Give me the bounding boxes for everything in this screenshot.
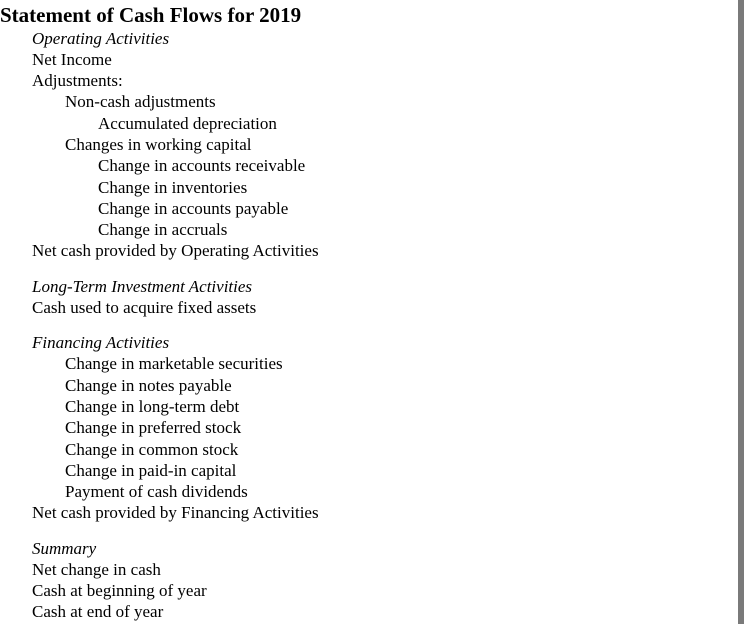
adjustments-label: Adjustments:	[32, 71, 123, 90]
financing-activities-heading: Financing Activities	[32, 333, 170, 352]
summary-heading: Summary	[32, 539, 97, 558]
cash-end-of-year-label: Cash at end of year	[32, 602, 164, 621]
long-term-debt-label: Change in long-term debt	[65, 397, 240, 416]
net-income-label: Net Income	[32, 50, 112, 69]
change-in-accounts-receivable-label: Change in accounts receivable	[98, 156, 306, 175]
net-change-in-cash-label: Net change in cash	[32, 560, 161, 579]
sheet-right-gutter	[744, 0, 750, 624]
cash-beginning-of-year-label: Cash at beginning of year	[32, 581, 207, 600]
statement-title: Statement of Cash Flows for 2019	[0, 3, 302, 27]
change-in-accounts-payable-label: Change in accounts payable	[98, 199, 289, 218]
cash-dividends-label: Payment of cash dividends	[65, 482, 248, 501]
paid-in-capital-label: Change in paid-in capital	[65, 461, 237, 480]
non-cash-adjustments-label: Non-cash adjustments	[65, 92, 216, 111]
change-in-accruals-label: Change in accruals	[98, 220, 228, 239]
operating-activities-heading: Operating Activities	[32, 29, 170, 48]
common-stock-label: Change in common stock	[65, 440, 239, 459]
fixed-assets-label: Cash used to acquire fixed assets	[32, 298, 257, 317]
financing-net-cash-label: Net cash provided by Financing Activities	[32, 503, 319, 522]
marketable-securities-label: Change in marketable securities	[65, 354, 283, 373]
changes-in-working-capital-label: Changes in working capital	[65, 135, 252, 154]
investment-activities-heading: Long-Term Investment Activities	[32, 277, 253, 296]
accumulated-depreciation-label: Accumulated depreciation	[98, 114, 277, 133]
notes-payable-label: Change in notes payable	[65, 376, 232, 395]
operating-net-cash-label: Net cash provided by Operating Activities	[32, 241, 319, 260]
change-in-inventories-label: Change in inventories	[98, 178, 248, 197]
preferred-stock-label: Change in preferred stock	[65, 418, 242, 437]
